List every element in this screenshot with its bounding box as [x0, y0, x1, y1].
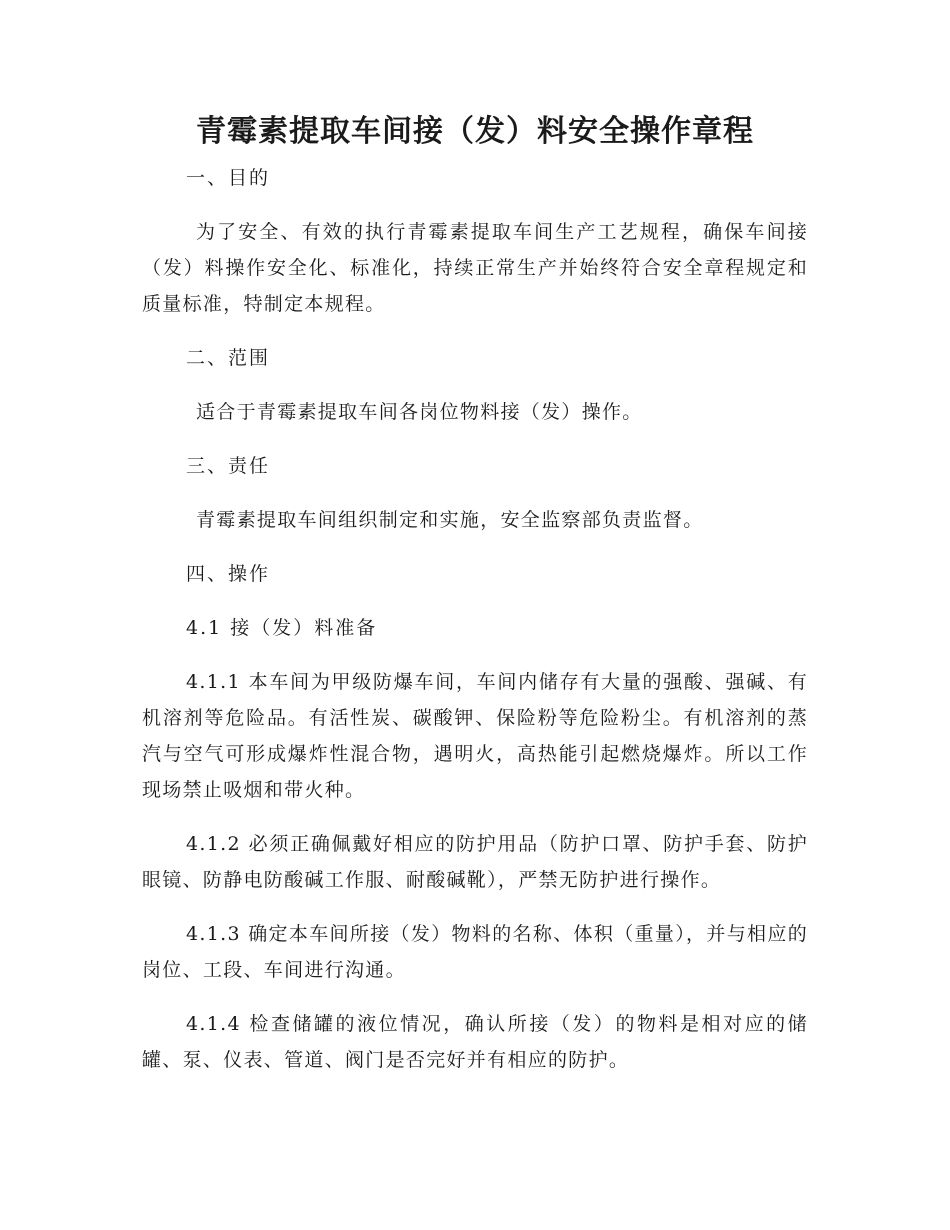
- section-body-purpose: 为了安全、有效的执行青霉素提取车间生产工艺规程，确保车间接（发）料操作安全化、标准化，持续正常生产并始终符合安全章程规定和质量标准，特制定本规程。: [142, 221, 808, 315]
- item-4-1-3: 4.1.3 确定本车间所接（发）物料的名称、体积（重量），并与相应的岗位、工段、车间进行沟通。: [142, 923, 808, 981]
- document-body: [142, 160, 808, 1078]
- document-title: 青霉素提取车间接（发）料安全操作章程: [196, 114, 754, 149]
- section-heading-operation: 四、操作: [186, 563, 271, 585]
- item-4-1-2: 4.1.2 必须正确佩戴好相应的防护用品（防护口罩、防护手套、防护眼镜、防静电防酸碱工作服、耐酸碱靴），严禁无防护进行操作。: [142, 833, 808, 891]
- subsection-heading-preparation: 4.1 接（发）料准备: [186, 617, 378, 639]
- section-heading-responsibility: 三、责任: [186, 455, 271, 477]
- section-heading-purpose: 一、目的: [186, 167, 271, 189]
- section-heading-scope: 二、范围: [186, 347, 271, 369]
- item-4-1-4: 4.1.4 检查储罐的液位情况，确认所接（发）的物料是相对应的储罐、泵、仪表、管道、阀门是否完好并有相应的防护。: [142, 1013, 808, 1071]
- item-4-1-1: 4.1.1 本车间为甲级防爆车间，车间内储存有大量的强酸、强碱、有机溶剂等危险品。有活性炭、碳酸钾、保险粉等危险粉尘。有机溶剂的蒸汽与空气可形成爆炸性混合物，遇明火，高热能引起燃烧爆炸。所以工作现场禁止吸烟和带火种。: [142, 671, 808, 801]
- section-body-scope: 适合于青霉素提取车间各岗位物料接（发）操作。: [196, 401, 643, 423]
- section-body-responsibility: 青霉素提取车间组织制定和实施，安全监察部负责监督。: [196, 509, 704, 531]
